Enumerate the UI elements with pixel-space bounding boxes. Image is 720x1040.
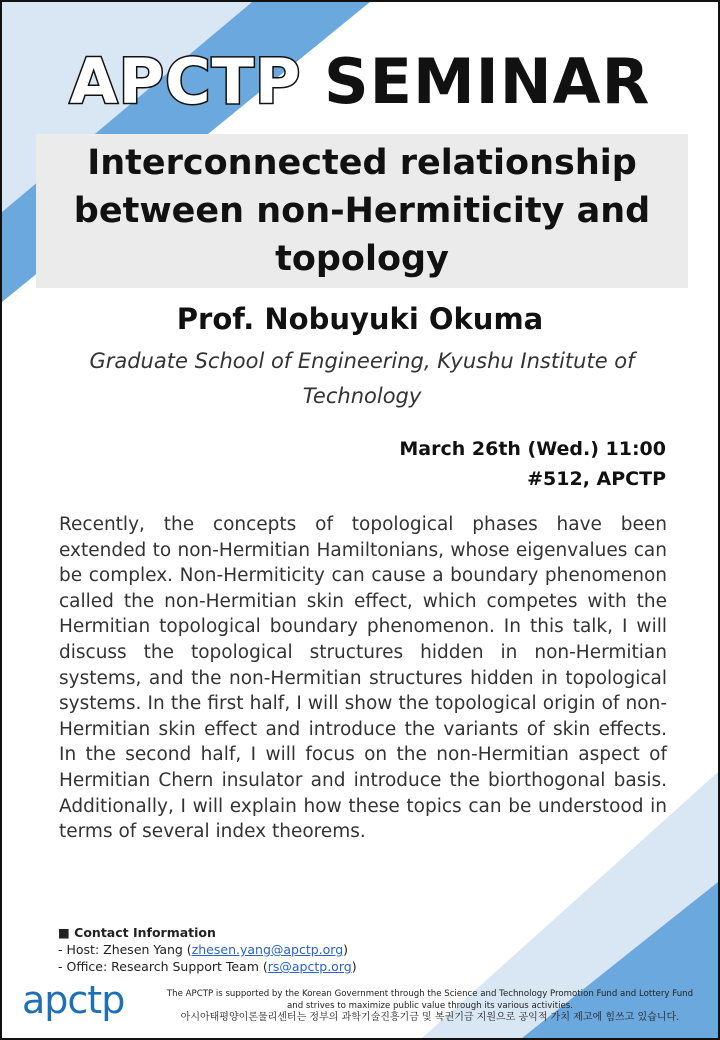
funding-footer: [160, 988, 700, 1024]
contact-office: - Office: Research Support Team (rs@apctp.org): [58, 959, 357, 974]
talk-title: Interconnected relationship between non-Hermiticity and topology: [73, 143, 651, 279]
seminar-title: [2, 42, 718, 122]
footer-line-korean: 아시아태평양이론물리센터는 정부의 과학기술진흥기금 및 복권기금 지원으로 공익적 가치 제고에 힘쓰고 있습니다.: [180, 1012, 680, 1023]
footer-line-1: The APCTP is supported by the Korean Government through the Science and Technology Promotion Fund and Lottery Fund: [166, 989, 694, 999]
speaker-affiliation: Graduate School of Engineering, Kyushu Institute of Technology: [89, 349, 635, 408]
contact-information: [58, 924, 357, 975]
talk-title-box: [36, 134, 688, 288]
title-seminar: SEMINAR: [323, 45, 651, 118]
office-email-link[interactable]: rs@apctp.org: [267, 959, 352, 974]
footer-line-2: and strives to maximize public value through its various activities.: [287, 1001, 573, 1011]
apctp-logo: apctp: [22, 978, 125, 1022]
contact-heading: ■ Contact Information: [58, 925, 216, 940]
seminar-location: #512, APCTP: [527, 468, 666, 490]
speaker-name: Prof. Nobuyuki Okuma: [176, 302, 544, 336]
seminar-datetime: March 26th (Wed.) 11:00: [399, 438, 666, 460]
schedule-block: [399, 434, 666, 494]
host-email-link[interactable]: zhesen.yang@apctp.org: [191, 942, 344, 957]
abstract-text: Recently, the concepts of topological phases have been extended to non-Hermitian Hamiltonians, whose eigenvalues can be complex. Non-Hermiticity can cause a boundary phenomenon called the non-Hermitian skin effect, which competes with the Hermitian topological boundary phenomenon. In this talk, I will discuss the topological structures hidden in non-Hermitian systems, and the non-Hermitian structures hidden in topological systems. In the first half, I will show the topological origin of non-Hermitian skin effect and introduce the variants of skin effects. In the second half, I will focus on the non-Hermitian aspect of Hermitian Chern insulator and introduce the biorthogonal basis. Additionally, I will explain how these topics can be understood in terms of several index theorems.: [59, 514, 667, 843]
contact-host: - Host: Zhesen Yang (zhesen.yang@apctp.org): [58, 942, 349, 957]
title-apctp: APCTP: [69, 45, 302, 118]
